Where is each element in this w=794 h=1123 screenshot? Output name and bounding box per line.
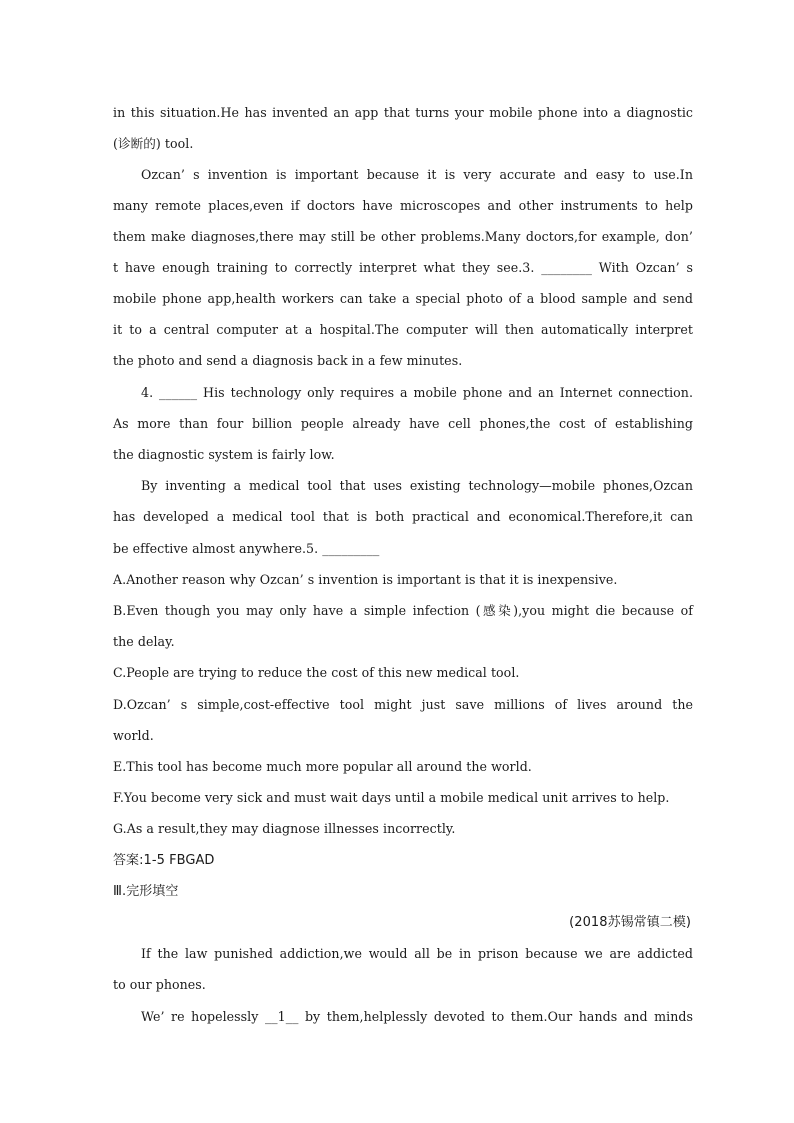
- option-d: D.Ozcan’ s simple,cost-effective tool might just save millions of lives around the: [113, 697, 693, 712]
- answer-key: 答案:1-5 FBGAD: [113, 853, 215, 868]
- option-e: E.This tool has become much more popular all around the world.: [113, 759, 532, 774]
- passage-line: many remote places,even if doctors have microscopes and other instruments to help: [113, 198, 693, 213]
- option-b-cont: the delay.: [113, 634, 175, 649]
- passage-line: has developed a medical tool that is both practical and economical.Therefore,it can: [113, 509, 693, 524]
- passage-line: 4. ______ His technology only requires a mobile phone and an Internet connection.: [141, 385, 693, 400]
- option-c: C.People are trying to reduce the cost of this new medical tool.: [113, 665, 520, 680]
- passage-line: to our phones.: [113, 977, 206, 992]
- passage-line: Ozcan’ s invention is important because it is very accurate and easy to use.In: [141, 167, 693, 182]
- option-g: G.As a result,they may diagnose illnesses incorrectly.: [113, 821, 456, 836]
- passage-line: We’ re hopelessly __1__ by them,helplessly devoted to them.Our hands and minds: [141, 1009, 693, 1024]
- section-heading: Ⅲ.完形填空: [113, 884, 179, 899]
- passage-line: it to a central computer at a hospital.The computer will then automatically interpret: [113, 322, 693, 337]
- passage-line: be effective almost anywhere.5. _________: [113, 541, 380, 556]
- option-a: A.Another reason why Ozcan’ s invention is important is that it is inexpensive.: [113, 572, 618, 587]
- option-f: F.You become very sick and must wait days until a mobile medical unit arrives to help.: [113, 790, 670, 805]
- passage-line: the photo and send a diagnosis back in a few minutes.: [113, 353, 463, 368]
- passage-line: By inventing a medical tool that uses existing technology—mobile phones,Ozcan: [141, 478, 693, 493]
- passage-line: them make diagnoses,there may still be other problems.Many doctors,for example, don’: [113, 229, 693, 244]
- passage-line: As more than four billion people already have cell phones,the cost of establishing: [113, 416, 693, 431]
- option-b: B.Even though you may only have a simple infection (感染),you might die because of: [113, 603, 693, 618]
- source-note: (2018苏锡常镇二模): [569, 915, 691, 930]
- passage-line: If the law punished addiction,we would all be in prison because we are addicted: [141, 946, 693, 961]
- option-d-cont: world.: [113, 728, 154, 743]
- passage-line: mobile phone app,health workers can take a special photo of a blood sample and send: [113, 291, 693, 306]
- passage-line: the diagnostic system is fairly low.: [113, 447, 335, 462]
- passage-line: t have enough training to correctly interpret what they see.3. ________ With Ozcan’ s: [113, 260, 693, 275]
- passage-line: in this situation.He has invented an app that turns your mobile phone into a diagnostic: [113, 105, 693, 120]
- passage-line: (诊断的) tool.: [113, 136, 194, 151]
